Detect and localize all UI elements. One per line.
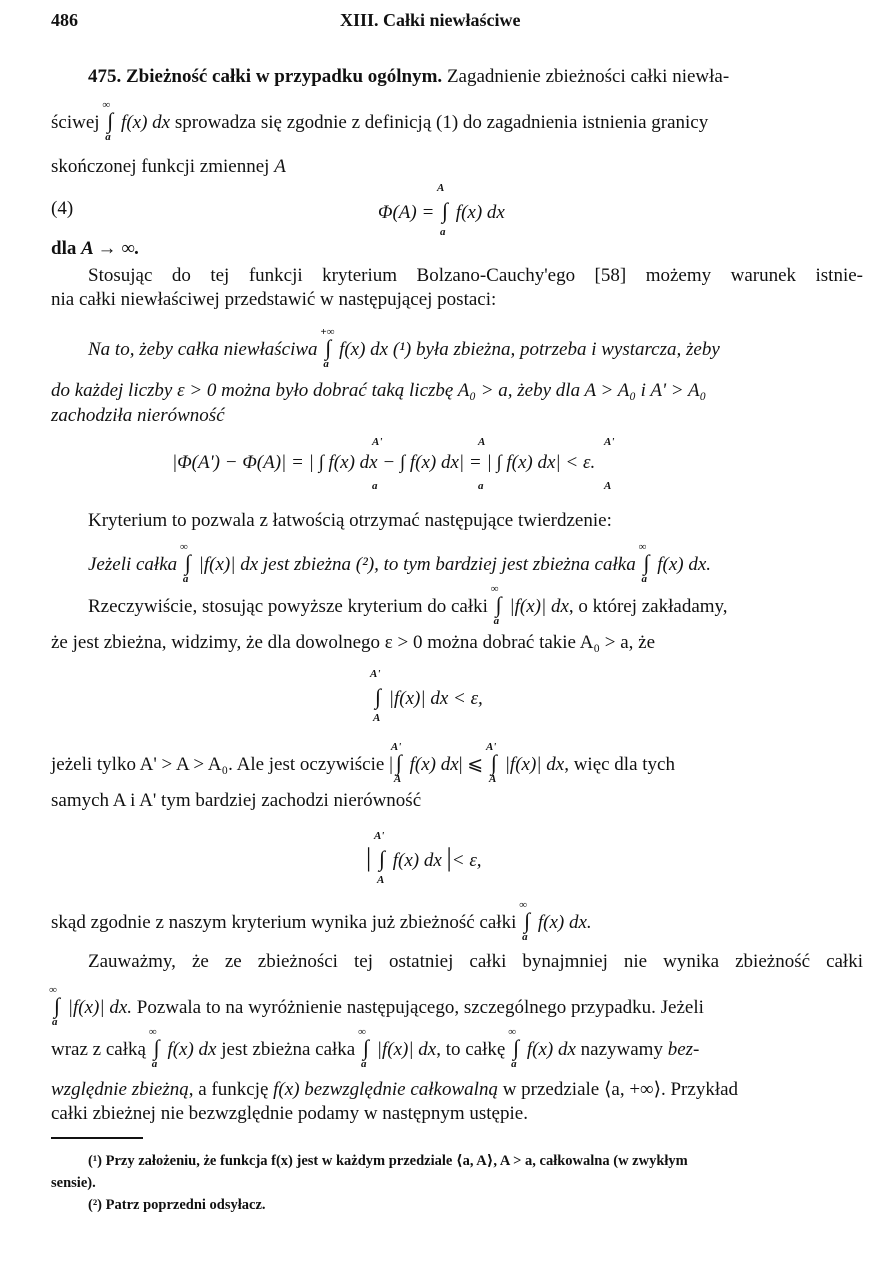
text: Na to, żeby całka niewłaściwa xyxy=(88,339,323,360)
integrand: f(x) dx xyxy=(392,850,442,871)
text: sprowadza się zgodnie z definicją (1) do zagadnienia istnienia granicy xyxy=(170,112,709,133)
text: ściwej xyxy=(51,112,100,133)
paragraph-line xyxy=(51,1026,863,1070)
equation-lhs: Φ(A) = xyxy=(378,202,440,223)
paragraph-line: Stosując do tej funkcji kryterium Bolzano-Cauchy'ego [58] możemy warunek istnie- xyxy=(88,265,863,286)
text: < ε, xyxy=(451,850,482,871)
theorem-line xyxy=(88,541,863,585)
italic-term: względnie zbieżną xyxy=(51,1079,189,1100)
text: Pozwala to na wyróżnienie następującego, szczególnego przypadku. Jeżeli xyxy=(132,997,704,1018)
text: jest zbieżna całka xyxy=(216,1039,360,1060)
integral-symbol: ∞ ∫ a xyxy=(638,541,650,585)
equation-label: (4) xyxy=(51,198,74,219)
paragraph-line: całki zbieżnej nie bezwzględnie podamy w następnym ustępie. xyxy=(51,1103,528,1124)
text: skąd zgodnie z naszym kryterium wynika już zbieżność całki xyxy=(51,912,522,933)
function: f(x) xyxy=(273,1079,300,1100)
footnote-rule xyxy=(51,1137,143,1139)
paragraph-line xyxy=(51,1079,863,1101)
italic-term: bezwzględnie całkowalną xyxy=(299,1079,498,1100)
text: Jeżeli całka xyxy=(88,554,182,575)
abs-integral-equation xyxy=(370,668,483,724)
integral-symbol: ∞ ∫ a xyxy=(508,1026,520,1070)
theorem-line: do każdej liczby ε > 0 można było dobrać taką liczbę A₀ > a, żeby dla A > A₀ i A' > A₀ xyxy=(51,380,707,401)
integrand: f(x) dx xyxy=(167,1039,217,1060)
integral-symbol: ∞ ∫ a xyxy=(357,1026,369,1070)
text: , więc dla tych xyxy=(564,754,675,775)
integral-symbol: ∞ ∫ a xyxy=(49,984,61,1028)
integral-symbol: ∞ ∫ a xyxy=(102,99,114,143)
footnote-1 xyxy=(88,1150,863,1172)
cauchy-equation: |Φ(A') − Φ(A)| = | ∫ f(x) dx − ∫ f(x) dx| = | ∫ f(x) dx| < ε. xyxy=(172,452,596,473)
italic-term: bez- xyxy=(667,1039,700,1060)
integrand: f(x) dx xyxy=(409,754,459,775)
footnote-1-cont: sensie). xyxy=(51,1175,96,1191)
text: jeżeli tylko A' > A > A₀. Ale jest oczywiście xyxy=(51,754,385,775)
equation-4 xyxy=(378,182,505,238)
text: wraz z całką xyxy=(51,1039,151,1060)
text: , a funkcję xyxy=(188,1079,274,1100)
integral-symbol: ∞ ∫ a xyxy=(490,583,502,627)
footnote-2 xyxy=(88,1194,863,1216)
paragraph-line: nia całki niewłaściwej przedstawić w następującej postaci: xyxy=(51,289,497,310)
text: (¹) była zbieżna, potrzeba i wystarcza, żeby xyxy=(388,339,720,360)
footnote-mark: (¹) xyxy=(88,1153,103,1169)
footnote-text: Patrz poprzedni odsyłacz. xyxy=(102,1197,266,1213)
section-heading-line xyxy=(88,66,863,88)
paragraph-line xyxy=(51,238,863,260)
section-title: 475. Zbieżność całki w przypadku ogólnym. xyxy=(88,66,443,87)
integral-symbol: A' ∫ A xyxy=(370,668,382,724)
limit-label: A xyxy=(478,436,486,448)
text: jest zbieżna (²), to tym bardziej jest zbieżna całka xyxy=(258,554,641,575)
theorem-line: zachodziła nierówność xyxy=(51,405,225,426)
running-title: XIII. Całki niewłaściwe xyxy=(340,10,521,30)
paragraph-line xyxy=(51,156,863,178)
text: w przedziale ⟨a, +∞⟩. Przykład xyxy=(497,1079,739,1100)
integrand: |f(x)| dx xyxy=(376,1039,437,1060)
paragraph-line: Zauważmy, że ze zbieżności tej ostatniej całki bynajmniej nie wynika zbieżność całki xyxy=(88,951,863,972)
integrand: f(x) dx xyxy=(455,202,505,223)
integrand: f(x) dx xyxy=(526,1039,576,1060)
limit-label: a xyxy=(372,480,378,492)
limit-label: a xyxy=(478,480,484,492)
footnote-text: Przy założeniu, że funkcja f(x) jest w każdym przedziale ⟨a, A⟩, A > a, całkowalna (w zwykłym xyxy=(102,1153,688,1169)
text: , to całkę xyxy=(436,1039,511,1060)
limit-label: A xyxy=(604,480,612,492)
text: skończonej funkcji zmiennej xyxy=(51,156,275,177)
footnote-mark: (²) xyxy=(88,1197,103,1213)
text: nazywamy xyxy=(575,1039,668,1060)
integral-symbol: ∞ ∫ a xyxy=(179,541,191,585)
integral-symbol: A' ∫ A xyxy=(485,741,497,785)
integrand: f(x) dx. xyxy=(657,554,712,575)
paragraph-line xyxy=(49,984,863,1028)
limit-expr: A → ∞. xyxy=(81,238,140,259)
text: Rzeczywiście, stosując powyższe kryterium do całki xyxy=(88,596,493,617)
integrand: |f(x)| dx xyxy=(509,596,569,617)
paragraph-line: Kryterium to pozwala z łatwością otrzymać następujące twierdzenie: xyxy=(88,510,612,531)
paragraph-line: jeżeli tylko A' > A > A₀. Ale jest oczywiście | A' ∫ A f(x) dx| ⩽ A' ∫ A |f(x)| dx, więc dla tych xyxy=(51,741,675,785)
limit-label: A' xyxy=(372,436,383,448)
integral-symbol: ∞ ∫ a xyxy=(148,1026,160,1070)
integral-symbol: A' ∫ A xyxy=(373,830,385,886)
integrand: |f(x)| dx xyxy=(504,754,565,775)
integrand: f(x) dx xyxy=(121,112,171,133)
integral-symbol: A ∫ a xyxy=(437,182,449,238)
text: , o której zakładamy, xyxy=(568,596,728,617)
paragraph-line: że jest zbieżna, widzimy, że dla dowolnego ε > 0 można dobrać takie A₀ > a, że xyxy=(51,632,656,653)
integrand: |f(x)| dx. xyxy=(67,997,132,1018)
integral-symbol: ∞ ∫ a xyxy=(519,899,531,943)
theorem-line xyxy=(88,326,863,370)
page-number: 486 xyxy=(51,10,78,30)
integrand: |f(x)| dx < ε, xyxy=(388,688,483,709)
integrand: |f(x)| dx xyxy=(198,554,259,575)
text: dla xyxy=(51,238,82,259)
integrand: f(x) dx. xyxy=(537,912,592,933)
integrand: f(x) dx xyxy=(339,339,389,360)
variable: A xyxy=(274,156,286,177)
paragraph-line: samych A i A' tym bardziej zachodzi nierówność xyxy=(51,790,422,811)
limit-label: A' xyxy=(604,436,615,448)
intro-text: Zagadnienie zbieżności całki niewła- xyxy=(442,66,730,87)
final-inequality: | A' ∫ A f(x) dx |< ε, xyxy=(366,830,482,886)
paragraph-line xyxy=(88,583,863,627)
paragraph-line xyxy=(51,899,863,943)
integral-symbol: A' ∫ A xyxy=(390,741,402,785)
paragraph-line xyxy=(51,99,863,143)
integral-symbol: +∞ ∫ a xyxy=(320,326,335,370)
